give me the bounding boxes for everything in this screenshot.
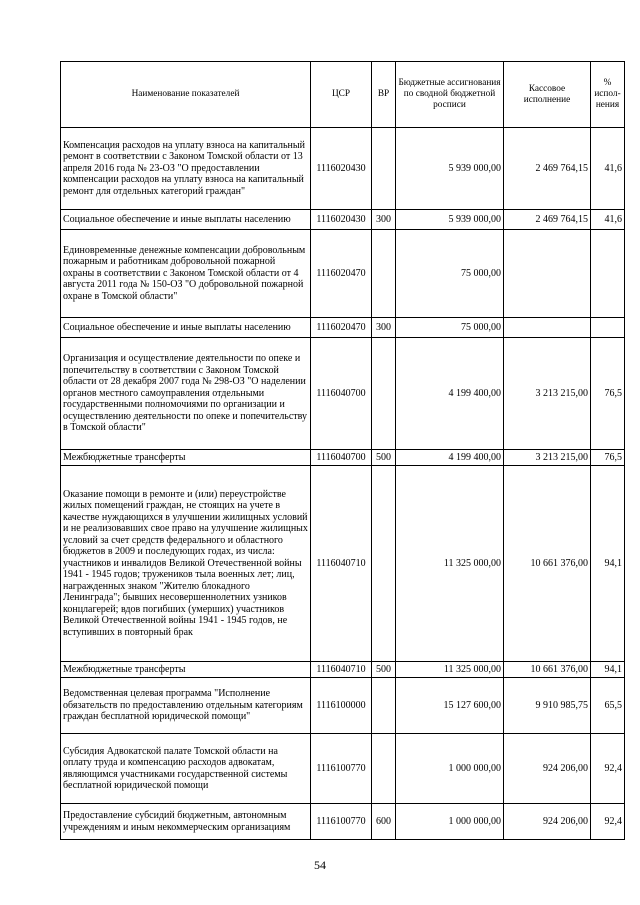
row-csr: 1116020470 xyxy=(311,230,372,318)
row-percent: 76,5 xyxy=(591,450,625,466)
row-vr: 500 xyxy=(372,662,396,678)
row-name: Ведомственная целевая программа "Исполнение обязательств по предоставлению отдельным категориям граждан бесплатной юридической помощи" xyxy=(61,678,311,734)
row-name: Социальное обеспечение и иные выплаты населению xyxy=(61,210,311,230)
table-row xyxy=(61,230,625,318)
row-percent: 92,4 xyxy=(591,734,625,804)
row-csr: 1116100000 xyxy=(311,678,372,734)
row-percent: 94,1 xyxy=(591,662,625,678)
row-percent: 76,5 xyxy=(591,338,625,450)
table-row xyxy=(61,210,625,230)
table-row xyxy=(61,466,625,662)
row-percent: 41,6 xyxy=(591,210,625,230)
row-vr: 300 xyxy=(372,210,396,230)
row-cash xyxy=(504,318,591,338)
table-row xyxy=(61,734,625,804)
row-csr: 1116040710 xyxy=(311,662,372,678)
table-row xyxy=(61,450,625,466)
row-vr xyxy=(372,338,396,450)
row-cash: 10 661 376,00 xyxy=(504,466,591,662)
row-name: Оказание помощи в ремонте и (или) переустройстве жилых помещений граждан, не стоящих на учете в качестве нуждающихся в улучшении жилищных условий и не реализовавших свое право на улучшение жилищных условий за счет средств федерального и областного бюджетов в 2009 и последующих годах, из числа: участников и инвалидов Великой Отечественной войны 1941 - 1945 годов; тружеников тыла военных лет; лиц, награжденных знаком "Жителю блокадного Ленинграда"; бывших несовершеннолетних узников концлагерей; вдов погибших (умерших) участников Великой Отечественной войны 1941 - 1945 годов, не вступивших в повторный брак xyxy=(61,466,311,662)
row-cash: 924 206,00 xyxy=(504,804,591,840)
budget-execution-table xyxy=(60,61,625,840)
row-cash xyxy=(504,230,591,318)
row-name: Единовременные денежные компенсации добровольным пожарным и работникам добровольной пожарной охраны в соответствии с Законом Томской области от 4 августа 2011 года № 150-ОЗ "О добровольной пожарной охране в Томской области" xyxy=(61,230,311,318)
row-name: Субсидия Адвокатской палате Томской области на оплату труда и компенсацию расходов адвокатам, являющимся участниками государственной системы бесплатной юридической помощи xyxy=(61,734,311,804)
row-cash: 3 213 215,00 xyxy=(504,338,591,450)
header-percent: % испол-нения xyxy=(591,62,625,128)
row-budget: 1 000 000,00 xyxy=(396,804,504,840)
row-budget: 4 199 400,00 xyxy=(396,450,504,466)
table-row xyxy=(61,678,625,734)
row-budget: 1 000 000,00 xyxy=(396,734,504,804)
table-row xyxy=(61,338,625,450)
row-name: Предоставление субсидий бюджетным, автономным учреждениям и иным некоммерческим организациям xyxy=(61,804,311,840)
row-name: Межбюджетные трансферты xyxy=(61,662,311,678)
row-cash: 10 661 376,00 xyxy=(504,662,591,678)
table-row xyxy=(61,128,625,210)
row-budget: 11 325 000,00 xyxy=(396,466,504,662)
row-budget: 11 325 000,00 xyxy=(396,662,504,678)
header-cash: Кассовое исполнение xyxy=(504,62,591,128)
row-vr xyxy=(372,734,396,804)
table-row xyxy=(61,318,625,338)
row-percent xyxy=(591,230,625,318)
row-vr: 500 xyxy=(372,450,396,466)
row-name: Компенсация расходов на уплату взноса на капитальный ремонт в соответствии с Законом Томской области от 13 апреля 2016 года № 23-ОЗ "О предоставлении компенсации расходов на уплату взноса на капитальный ремонт для отдельных категорий граждан" xyxy=(61,128,311,210)
header-budget: Бюджетные ассигнования по сводной бюджетной росписи xyxy=(396,62,504,128)
table-row xyxy=(61,662,625,678)
header-vr: ВР xyxy=(372,62,396,128)
row-budget: 4 199 400,00 xyxy=(396,338,504,450)
table-row xyxy=(61,804,625,840)
row-name: Межбюджетные трансферты xyxy=(61,450,311,466)
row-csr: 1116040700 xyxy=(311,338,372,450)
row-csr: 1116020430 xyxy=(311,210,372,230)
row-budget: 75 000,00 xyxy=(396,230,504,318)
row-vr xyxy=(372,128,396,210)
row-budget: 5 939 000,00 xyxy=(396,128,504,210)
row-cash: 3 213 215,00 xyxy=(504,450,591,466)
row-budget: 5 939 000,00 xyxy=(396,210,504,230)
row-cash: 2 469 764,15 xyxy=(504,210,591,230)
table-header-row xyxy=(61,62,625,128)
row-percent: 65,5 xyxy=(591,678,625,734)
row-cash: 924 206,00 xyxy=(504,734,591,804)
row-csr: 1116020470 xyxy=(311,318,372,338)
header-csr: ЦСР xyxy=(311,62,372,128)
row-csr: 1116040700 xyxy=(311,450,372,466)
row-vr: 600 xyxy=(372,804,396,840)
row-csr: 1116100770 xyxy=(311,734,372,804)
row-percent: 41,6 xyxy=(591,128,625,210)
header-name: Наименование показателей xyxy=(61,62,311,128)
page-number: 54 xyxy=(314,858,326,872)
row-cash: 2 469 764,15 xyxy=(504,128,591,210)
row-vr xyxy=(372,466,396,662)
row-budget: 15 127 600,00 xyxy=(396,678,504,734)
row-csr: 1116020430 xyxy=(311,128,372,210)
row-vr: 300 xyxy=(372,318,396,338)
row-percent: 92,4 xyxy=(591,804,625,840)
row-csr: 1116040710 xyxy=(311,466,372,662)
row-cash: 9 910 985,75 xyxy=(504,678,591,734)
row-csr: 1116100770 xyxy=(311,804,372,840)
row-budget: 75 000,00 xyxy=(396,318,504,338)
row-vr xyxy=(372,678,396,734)
row-name: Организация и осуществление деятельности по опеке и попечительству в соответствии с Законом Томской области от 28 декабря 2007 года № 298-ОЗ "О наделении органов местного самоуправления отдельными государственными полномочиями по организации и осуществлению деятельности по опеке и попечительству в Томской области" xyxy=(61,338,311,450)
row-percent: 94,1 xyxy=(591,466,625,662)
row-name: Социальное обеспечение и иные выплаты населению xyxy=(61,318,311,338)
row-vr xyxy=(372,230,396,318)
row-percent xyxy=(591,318,625,338)
